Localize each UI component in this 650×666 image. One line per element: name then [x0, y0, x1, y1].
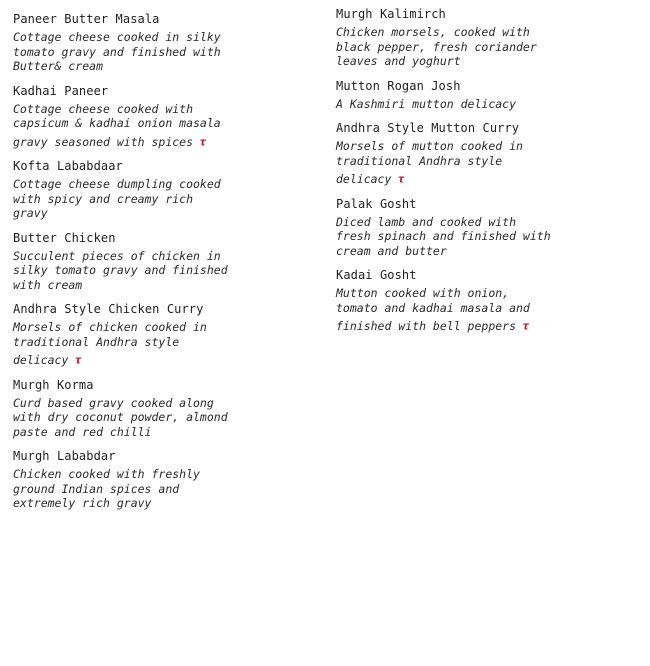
item-spacer: [336, 187, 636, 197]
menu-item-description: [13, 177, 313, 221]
menu-item-name: Butter Chicken: [13, 230, 116, 245]
menu-item-description: [13, 320, 313, 368]
menu-item-description: [13, 249, 313, 293]
menu-item: [336, 197, 636, 259]
menu-item-description: [336, 139, 636, 187]
menu-item-description-line: tomato and kadhai masala and: [336, 300, 530, 315]
item-spacer: [13, 439, 313, 449]
item-spacer: [336, 258, 636, 268]
menu-item-description-line: gravy: [13, 206, 48, 220]
chilli-spicy-icon: τ: [397, 173, 405, 185]
menu-item: [13, 378, 313, 440]
menu-item-description-line: Succulent pieces of chicken in: [13, 248, 221, 263]
menu-item-name: Kadai Gosht: [336, 268, 417, 282]
menu-item: [336, 121, 636, 187]
item-spacer: [13, 221, 313, 231]
chilli-spicy-icon: τ: [199, 135, 207, 148]
menu-item: [13, 449, 313, 511]
menu-item-description-line: Diced lamb and cooked with: [336, 214, 517, 229]
menu-item-name: Paneer Butter Masala: [13, 12, 160, 26]
menu-item-description: [336, 286, 636, 334]
menu-item-description-line: traditional Andhra style: [13, 334, 180, 349]
menu-item-description-line: [336, 172, 405, 187]
menu-item: [336, 7, 636, 69]
menu-item-name: Murgh Kalimirch: [336, 7, 446, 21]
menu-item-description-line: ground Indian spices and: [13, 481, 180, 496]
menu-item-description-line: silky tomato gravy and finished: [13, 263, 228, 277]
menu-item-description: [336, 97, 636, 112]
menu-item: [13, 231, 313, 293]
menu-item-description-line: fresh spinach and finished with: [336, 229, 551, 243]
menu-item: [336, 79, 636, 112]
menu-item-name: Kadhai Paneer: [13, 83, 109, 98]
item-spacer: [13, 368, 313, 378]
menu-item-description-line: Cottage cheese cooked with: [13, 101, 194, 116]
menu-item-description-text: gravy seasoned with spices: [13, 134, 194, 149]
menu-item-name: Andhra Style Mutton Curry: [336, 121, 520, 135]
item-spacer: [13, 74, 313, 84]
menu-item-description-line: [336, 319, 529, 334]
menu-item-description: [13, 396, 313, 440]
menu-item-description-text: delicacy: [13, 353, 69, 367]
chilli-spicy-icon: τ: [522, 320, 530, 332]
menu-item-description-line: A Kashmiri mutton delicacy: [336, 96, 517, 111]
menu-item-description-line: with spicy and creamy rich: [13, 191, 194, 206]
menu-item-description-line: Morsels of mutton cooked in: [336, 139, 523, 153]
menu-item-description-line: leaves and yoghurt: [336, 54, 461, 68]
menu-item-description-line: paste and red chilli: [13, 424, 152, 439]
menu-item-description-line: Cottage cheese dumpling cooked: [13, 177, 221, 191]
menu-column-right: [336, 7, 636, 334]
item-spacer: [13, 149, 313, 159]
item-spacer: [336, 69, 636, 79]
menu-column-left: [13, 12, 313, 511]
menu-item-description: [13, 102, 313, 150]
item-spacer: [13, 292, 313, 302]
menu-item-description-line: extremely rich gravy: [13, 496, 152, 510]
menu-item-description: [13, 467, 313, 511]
menu-item-description-line: capsicum & kadhai onion masala: [13, 116, 221, 130]
menu-item: [13, 84, 313, 150]
menu-item-description-line: Chicken cooked with freshly: [13, 467, 200, 481]
menu-item-description-line: Morsels of chicken cooked in: [13, 320, 207, 334]
menu-item-description-line: [13, 135, 206, 150]
menu-item-description-line: tomato gravy and finished with: [13, 44, 221, 59]
menu-item-description: [13, 30, 313, 74]
menu-item-name: Andhra Style Chicken Curry: [13, 302, 204, 316]
chilli-spicy-icon: τ: [74, 354, 82, 366]
menu-item-name: Kofta Lababdaar: [13, 159, 123, 173]
menu-item-description-line: traditional Andhra style: [336, 153, 503, 168]
menu-item-description-line: with cream: [13, 277, 83, 292]
menu-item-name: Murgh Lababdar: [13, 449, 116, 463]
menu-item-description-line: [13, 353, 82, 368]
menu-item-name: Mutton Rogan Josh: [336, 78, 461, 93]
menu-item-description-line: with dry coconut powder, almond: [13, 410, 228, 424]
menu-item: [13, 302, 313, 368]
menu-item-description-line: Cottage cheese cooked in silky: [13, 30, 221, 44]
menu-item-name: Murgh Korma: [13, 377, 94, 392]
menu-item-description: [336, 215, 636, 259]
menu-item-description-line: Chicken morsels, cooked with: [336, 25, 530, 39]
menu-item-description-line: Curd based gravy cooked along: [13, 395, 214, 410]
menu-item-description-line: black pepper, fresh coriander: [336, 39, 537, 54]
menu-item: [13, 12, 313, 74]
menu-item-description-line: Mutton cooked with onion,: [336, 286, 510, 300]
menu-item: [13, 159, 313, 221]
menu-item-description: [336, 25, 636, 69]
menu-item-name: Palak Gosht: [336, 196, 417, 211]
menu-item: [336, 268, 636, 334]
menu-item-description-text: finished with bell peppers: [336, 319, 517, 333]
menu-item-description-line: Butter& cream: [13, 59, 104, 73]
item-spacer: [336, 111, 636, 121]
menu-item-description-text: delicacy: [336, 172, 392, 186]
menu-item-description-line: cream and butter: [336, 243, 447, 258]
